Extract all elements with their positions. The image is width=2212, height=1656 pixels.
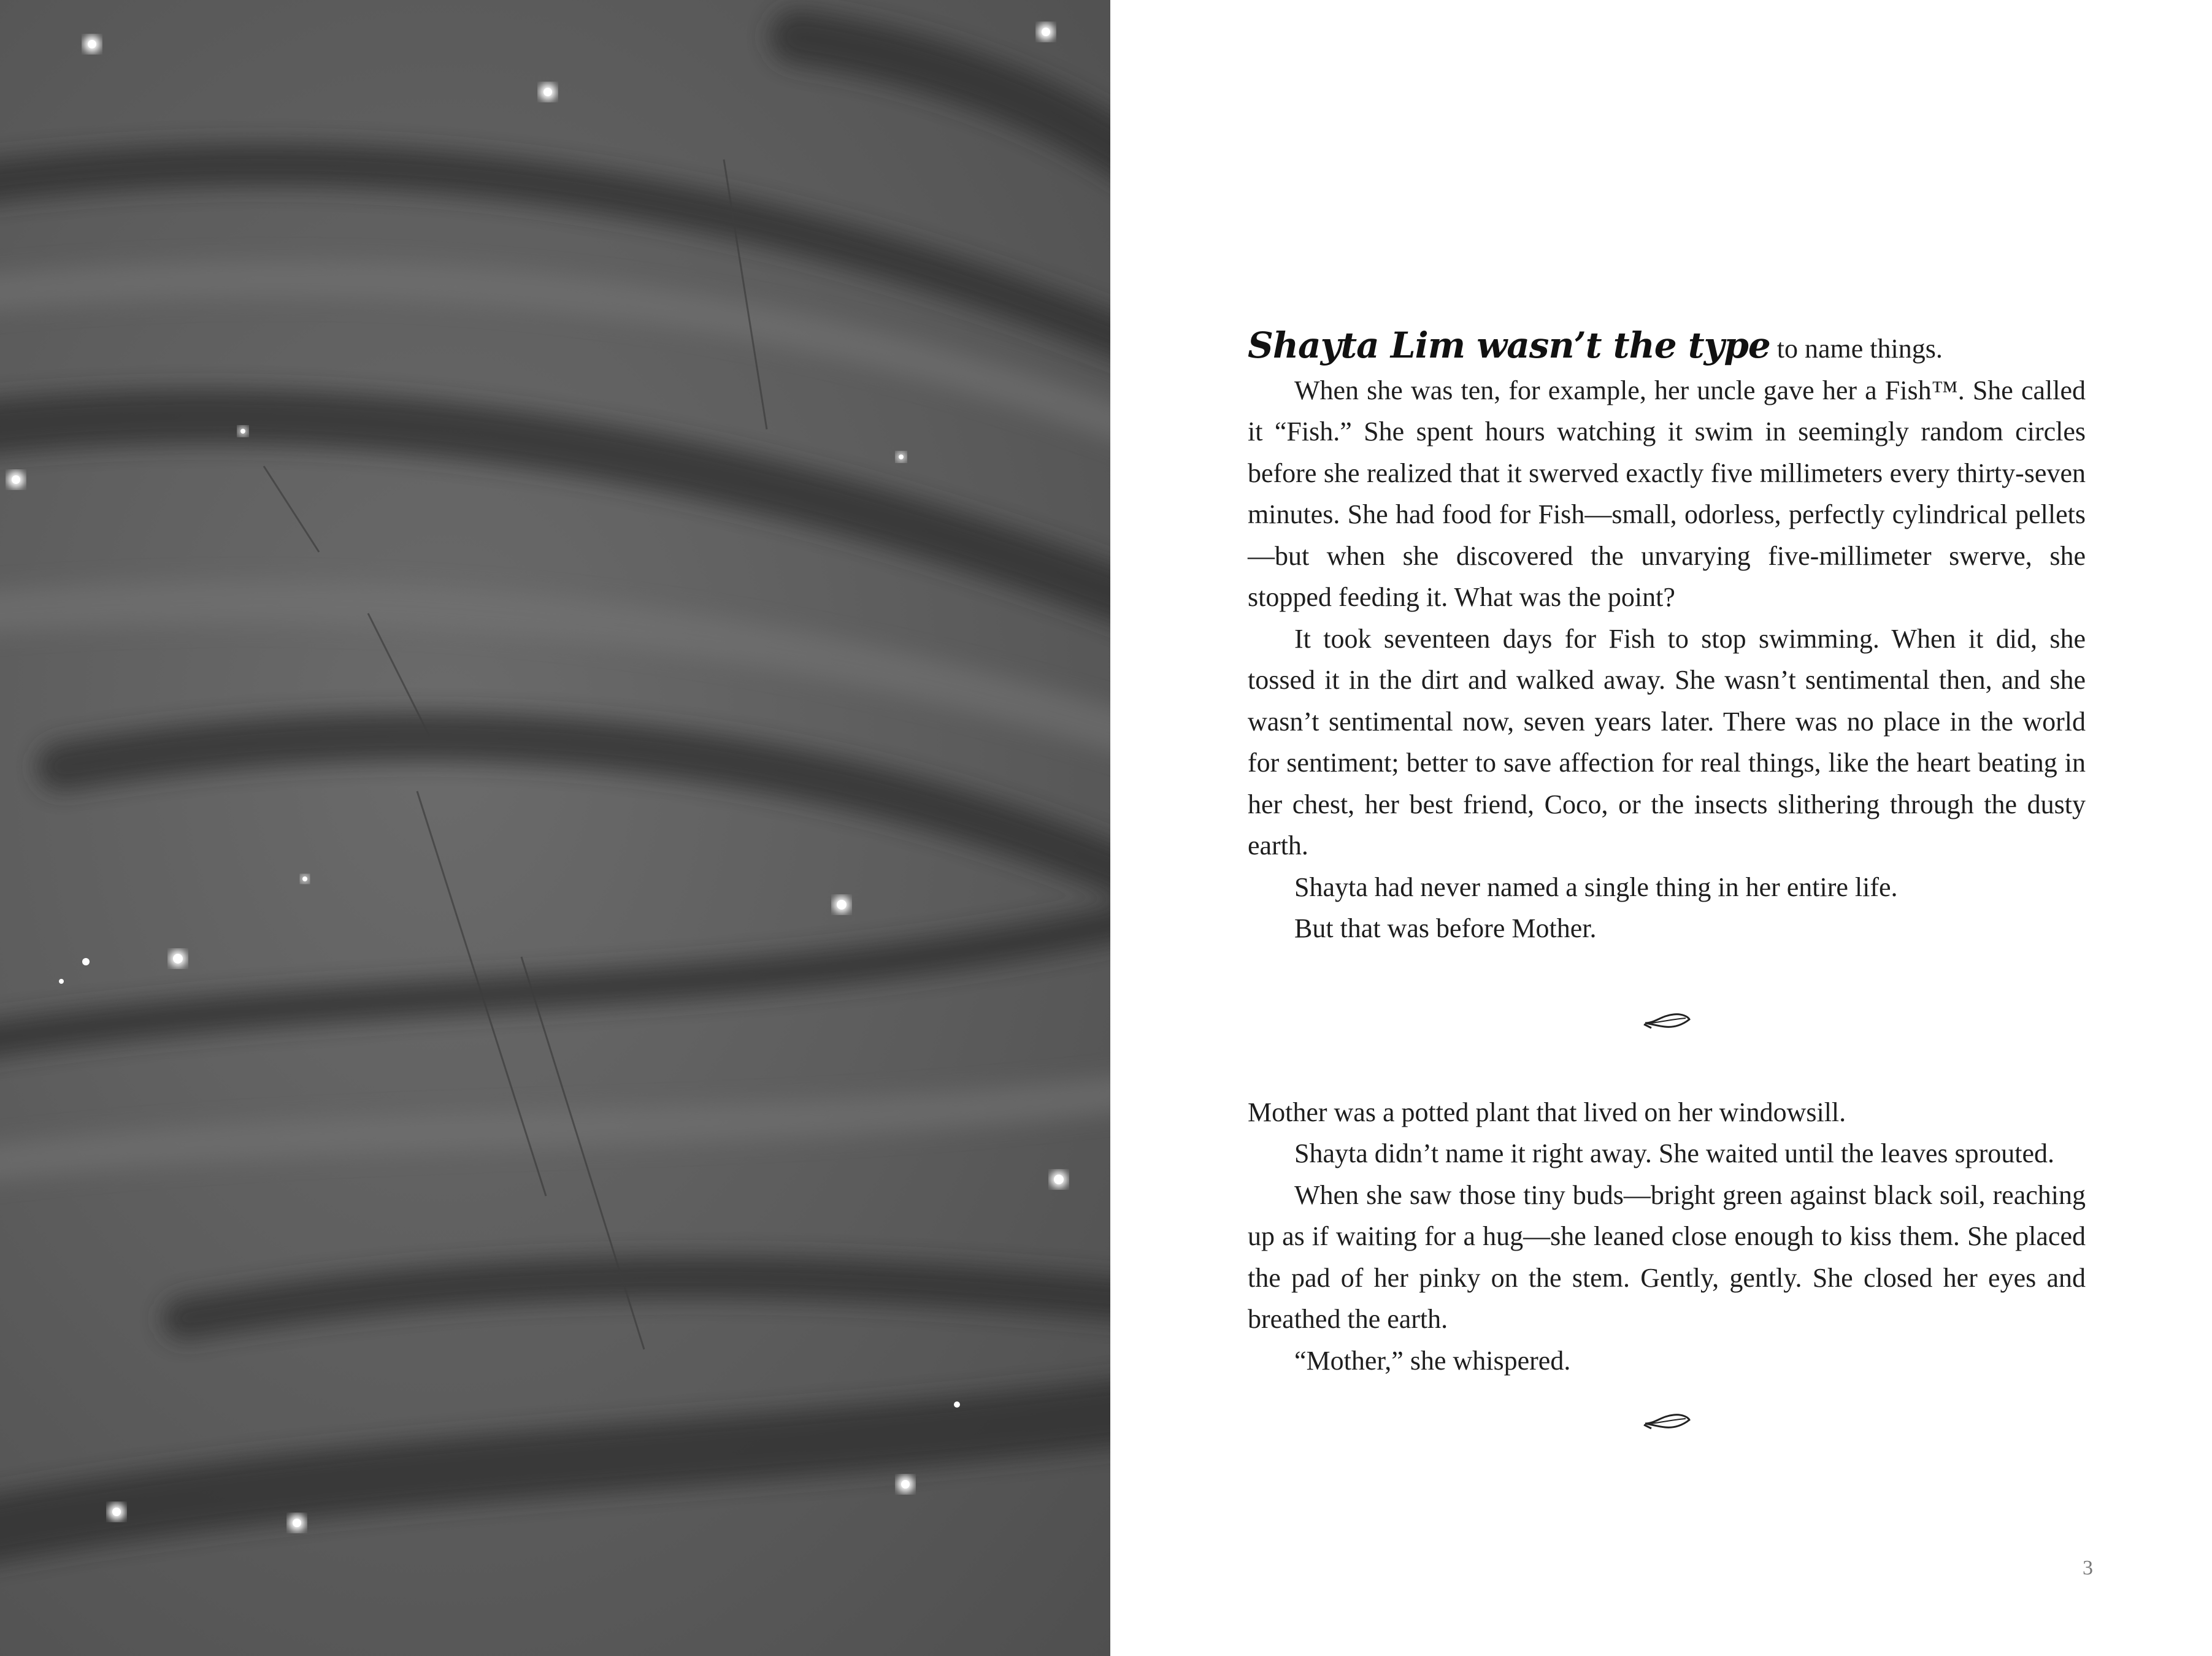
opening-paragraph — [1248, 325, 2086, 370]
lead-in: Shayta Lim wasn’t the type — [1248, 324, 1770, 366]
chapter-text — [1248, 325, 2086, 1461]
paragraph: When she was ten, for example, her uncle gave her a Fish™. She called it “Fish.” She spent hours watching it swim in seemingly random circles before she realized that it swerved exactly five millimeters every thirty-seven minutes. She had food for Fish—small, odorless, perfectly cylindrical pellets—but when she discovered the unvarying five-millimeter swerve, she stopped feeding it. What was the point? — [1248, 375, 2086, 612]
paragraph: Shayta had never named a single thing in her entire life. — [1294, 872, 1898, 902]
section-break — [1248, 949, 2086, 1092]
section-break — [1248, 1381, 2086, 1461]
lead-rest: to name things. — [1770, 334, 1943, 364]
paragraph: But that was before Mother. — [1294, 913, 1597, 943]
paragraph: Mother was a potted plant that lived on her windowsill. — [1248, 1097, 1846, 1127]
paragraph: It took seventeen days for Fish to stop swimming. When it did, she tossed it in the dirt and walked away. She wasn’t sentimental then, and she wasn’t sentimental now, seven years later. There was no place in the world for sentiment; better to save affection for real things, like the heart beating in her chest, her best friend, Coco, or the insects slithering through the dusty earth. — [1248, 623, 2086, 861]
page-number: 3 — [2083, 1557, 2093, 1579]
paragraph: When she saw those tiny buds—bright green against black soil, reaching up as if waiting for a hug—she leaned close enough to kiss them. She placed the pad of her pinky on the stem. Gently, gently. She closed her eyes and breathed the earth. — [1248, 1179, 2086, 1334]
brush-strokes — [0, 37, 1110, 1533]
leaf-ornament-icon — [1643, 1410, 1691, 1432]
paragraph: Shayta didn’t name it right away. She waited until the leaves sprouted. — [1294, 1138, 2055, 1168]
leaf-ornament-icon — [1643, 1010, 1691, 1032]
paragraph: “Mother,” she whispered. — [1294, 1345, 1571, 1376]
